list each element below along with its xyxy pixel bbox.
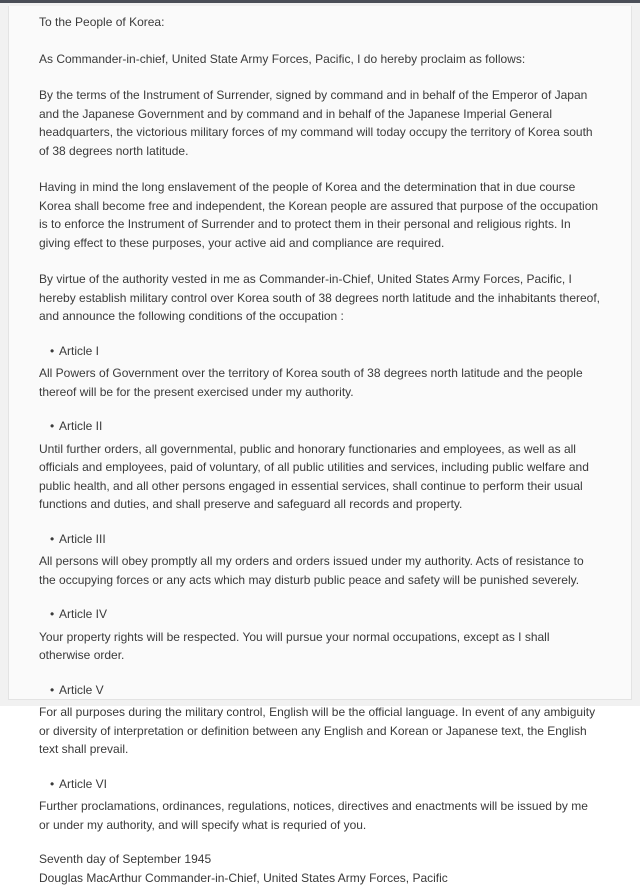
signature-block	[39, 850, 601, 888]
article-text-2: Until further orders, all governmental, public and honorary functionaries and employees, as well as all officials and employees, paid of voluntary, of all public utilities and services, including public welfare and public health, and all other persons engaged in essential services, shall continue to perform their usual functions and duties, and shall preserve and safeguard all records and property.	[39, 441, 589, 511]
signature-date: Seventh day of September 1945	[39, 852, 212, 866]
article-heading-3: • Article III	[39, 530, 601, 549]
signature-name: Douglas MacArthur Commander-in-Chief, United States Army Forces, Pacific	[39, 871, 448, 885]
article-text-3: All persons will obey promptly all my orders and orders issued under my authority. Acts of resistance to the occupying forces or any acts which may disturb public peace and safety will be punished severely.	[39, 554, 584, 587]
article-text-6: Further proclamations, ordinances, regulations, notices, directives and enactments will be issued by me or under my authority, and will specify what is requried of you.	[39, 799, 588, 832]
article-list	[39, 605, 601, 624]
paragraph-proclaim: As Commander-in-chief, United State Army Forces, Pacific, I do hereby proclaim as follows:	[39, 51, 526, 66]
paragraph-instrument-of-surrender: By the terms of the Instrument of Surrender, signed by command and in behalf of the Emperor of Japan and the Japanese Government and by command and in behalf of the Japanese Imperial General headquarters, the victorious military forces of my command will today occupy the territory of Korea south of 38 degrees north latitude.	[39, 88, 593, 158]
page-surface	[0, 3, 640, 885]
article-heading-5: • Article V	[39, 681, 601, 700]
article-text-4: Your property rights will be respected. You will pursue your normal occupations, except as I shall otherwise order.	[39, 629, 550, 662]
article-list	[39, 417, 601, 436]
article-list	[39, 342, 601, 361]
article-text-1: All Powers of Government over the territory of Korea south of 38 degrees north latitude and the people thereof will be for the present exercised under my authority.	[39, 366, 583, 399]
article-list	[39, 775, 601, 794]
article-list	[39, 530, 601, 549]
document-panel	[8, 6, 632, 885]
article-list	[39, 681, 601, 700]
article-heading-6: • Article VI	[39, 775, 601, 794]
salutation: To the People of Korea:	[39, 15, 165, 29]
article-heading-1: • Article I	[39, 342, 601, 361]
article-heading-2: • Article II	[39, 417, 601, 436]
article-heading-4: • Article IV	[39, 605, 601, 624]
paragraph-military-control: By virtue of the authority vested in me as Commander-in-Chief, United States Army Forces, Pacific, I hereby establish military control over Korea south of 38 degrees north latitude and the inhabitants thereof, and announce the following conditions of the occupation :	[39, 272, 601, 323]
document-body	[9, 6, 631, 888]
paragraph-enslavement: Having in mind the long enslavement of the people of Korea and the determination that in due course Korea shall become free and independent, the Korean people are assured that purpose of the occupation is to enforce the Instrument of Surrender and to protect them in their personal and religious rights. In giving effect to these purposes, your active aid and compliance are required.	[39, 180, 599, 250]
article-text-5: For all purposes during the military control, English will be the official language. In event of any ambiguity or diversity of interpretation or definition between any English and Korean or Japanese text, the English text shall prevail.	[39, 705, 596, 756]
